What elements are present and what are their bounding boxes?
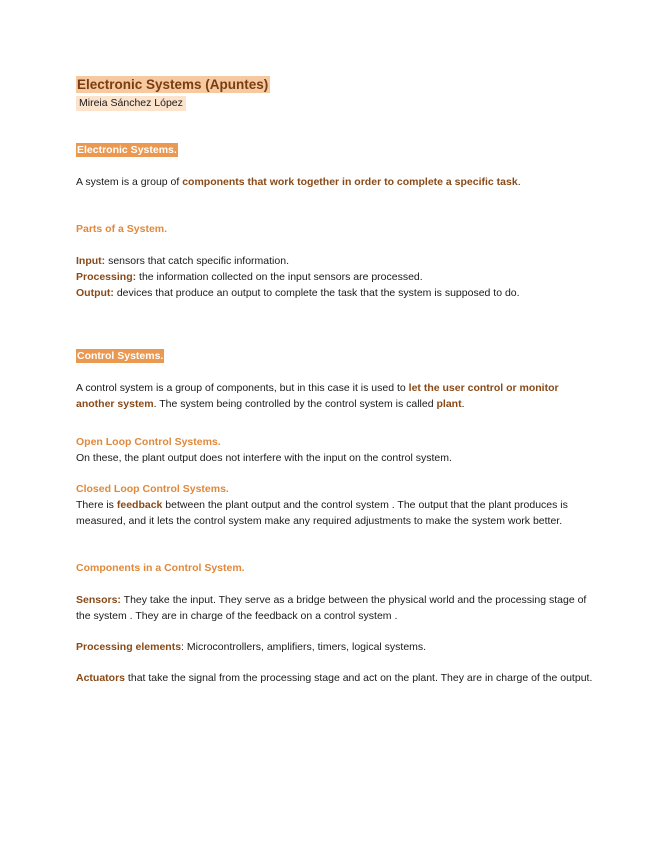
part-text: sensors that catch specific information. <box>105 255 289 267</box>
closed-loop-heading: Closed Loop Control Systems. <box>76 483 229 495</box>
component-processing <box>76 639 596 655</box>
components-heading: Components in a Control System. <box>76 562 245 574</box>
text-run: . <box>461 398 465 410</box>
part-output <box>76 285 596 301</box>
document-author: Mireia Sánchez López <box>76 96 186 111</box>
document-title: Electronic Systems (Apuntes) <box>77 77 269 92</box>
text-run: A system is a group of <box>76 176 183 188</box>
parts-heading: Parts of a System. <box>76 223 168 235</box>
component-label: Actuators <box>76 672 126 684</box>
part-text: the information collected on the input sensors are processed. <box>136 271 423 283</box>
part-label: Input: <box>76 255 106 267</box>
section-heading-control: Control Systems. <box>77 350 164 362</box>
emphasis-run: feedback <box>116 499 163 511</box>
component-text: that take the signal from the processing stage and act on the plant. They are in charge of the output. <box>125 672 593 684</box>
text-run: . The system being controlled by the control system is called <box>153 398 437 410</box>
component-sensors <box>76 592 596 624</box>
section-electronic-systems <box>76 142 596 158</box>
component-label: Processing elements <box>76 641 182 653</box>
text-run: between the plant output and the control system . The output that the plant produces is measured, and it lets the control system make any required adjustments to make the system work better. <box>76 499 568 527</box>
emphasis-run: plant <box>436 398 462 410</box>
system-definition <box>76 174 596 190</box>
part-text: devices that produce an output to complete the task that the system is supposed to do. <box>113 287 520 299</box>
text-run: A control system is a group of components, but in this case it is used to <box>76 382 409 394</box>
open-loop-text: On these, the plant output does not interfere with the input on the control system. <box>76 452 452 464</box>
part-label: Processing: <box>76 271 137 283</box>
emphasis-run: let the user control or monitor another system <box>76 382 559 410</box>
section-control-systems <box>76 348 596 364</box>
open-loop-heading: Open Loop Control Systems. <box>76 436 221 448</box>
text-run: . <box>517 176 521 188</box>
parts-list <box>76 253 596 301</box>
closed-loop-text <box>76 497 596 529</box>
component-text: : Microcontrollers, amplifiers, timers, logical systems. <box>181 641 427 653</box>
component-label: Sensors: <box>76 594 121 606</box>
emphasis-run: components that work together in order to complete a specific task <box>182 176 518 188</box>
document-body <box>76 76 596 686</box>
text-run: There is <box>76 499 117 511</box>
component-text: They take the input. They serve as a bridge between the physical world and the processing stage of the system . They are in charge of the feedback on a control system . <box>76 594 587 622</box>
part-processing <box>76 269 596 285</box>
control-definition <box>76 380 596 412</box>
component-actuators <box>76 670 596 686</box>
part-input <box>76 253 596 269</box>
part-label: Output: <box>76 287 114 299</box>
title-block <box>76 76 596 111</box>
section-heading-electronic: Electronic Systems. <box>77 144 177 156</box>
